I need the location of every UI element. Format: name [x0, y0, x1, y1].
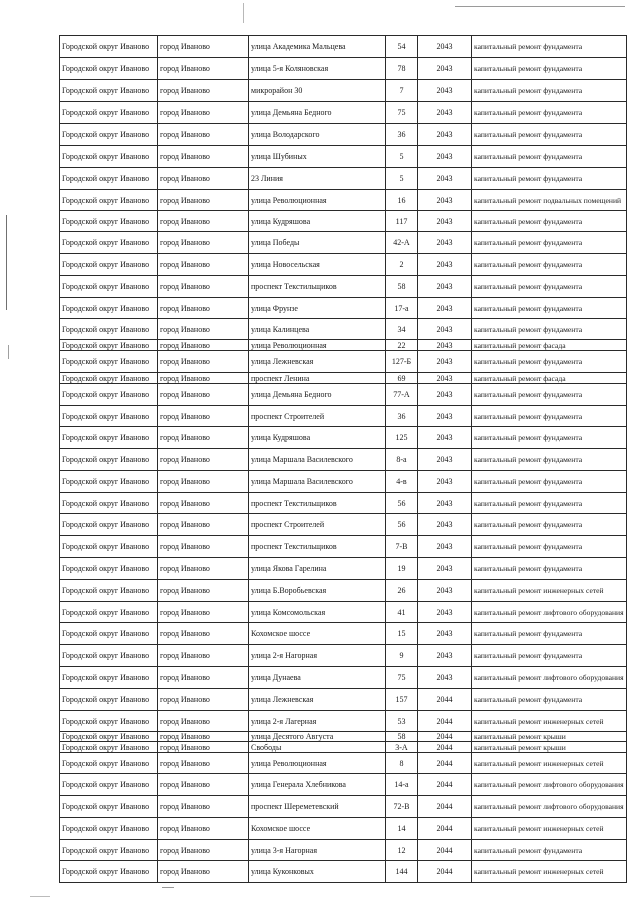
district-cell: Городской округ Иваново	[60, 558, 158, 580]
work-type-cell: капитальный ремонт фундамента	[472, 80, 627, 102]
street-cell: проспект Ленина	[249, 373, 386, 384]
work-type-cell: капитальный ремонт фундамента	[472, 298, 627, 319]
city-cell: город Иваново	[158, 774, 249, 796]
year-cell: 2043	[418, 168, 472, 190]
district-cell: Городской округ Иваново	[60, 711, 158, 732]
street-cell: улица Новосельская	[249, 254, 386, 276]
city-cell: город Иваново	[158, 861, 249, 883]
city-cell: город Иваново	[158, 645, 249, 667]
street-cell: улица Маршала Василевского	[249, 471, 386, 493]
house-number-cell: 26	[386, 580, 418, 602]
house-number-cell: 42-А	[386, 232, 418, 254]
house-number-cell: 34	[386, 319, 418, 340]
house-number-cell: 14	[386, 818, 418, 840]
street-cell: улица Академика Мальцева	[249, 36, 386, 58]
table-row	[60, 427, 627, 449]
work-type-cell: капитальный ремонт инженерных сетей	[472, 753, 627, 774]
work-type-cell: капитальный ремонт фундамента	[472, 254, 627, 276]
table-row	[60, 102, 627, 124]
table-row	[60, 645, 627, 667]
table-row	[60, 471, 627, 493]
work-type-cell: капитальный ремонт фундамента	[472, 146, 627, 168]
work-type-cell: капитальный ремонт инженерных сетей	[472, 711, 627, 732]
district-cell: Городской округ Иваново	[60, 384, 158, 406]
district-cell: Городской округ Иваново	[60, 340, 158, 351]
table-row	[60, 190, 627, 211]
year-cell: 2043	[418, 449, 472, 471]
district-cell: Городской округ Иваново	[60, 753, 158, 774]
table-row	[60, 80, 627, 102]
house-number-cell: 56	[386, 493, 418, 514]
district-cell: Городской округ Иваново	[60, 818, 158, 840]
house-number-cell: 125	[386, 427, 418, 449]
table-row	[60, 493, 627, 514]
street-cell: улица Якова Гарелина	[249, 558, 386, 580]
year-cell: 2043	[418, 36, 472, 58]
city-cell: город Иваново	[158, 58, 249, 80]
city-cell: город Иваново	[158, 449, 249, 471]
house-number-cell: 144	[386, 861, 418, 883]
house-number-cell: 17-а	[386, 298, 418, 319]
street-cell: улица Фрунзе	[249, 298, 386, 319]
street-cell: улица Революционная	[249, 190, 386, 211]
table-row	[60, 774, 627, 796]
city-cell: город Иваново	[158, 146, 249, 168]
district-cell: Городской округ Иваново	[60, 211, 158, 232]
house-number-cell: 75	[386, 667, 418, 689]
district-cell: Городской округ Иваново	[60, 602, 158, 623]
work-type-cell: капитальный ремонт фундамента	[472, 351, 627, 373]
street-cell: улица Маршала Василевского	[249, 449, 386, 471]
table-row	[60, 406, 627, 427]
work-type-cell: капитальный ремонт инженерных сетей	[472, 818, 627, 840]
street-cell: улица Кудряшова	[249, 427, 386, 449]
house-number-cell: 127-Б	[386, 351, 418, 373]
work-type-cell: капитальный ремонт фундамента	[472, 406, 627, 427]
house-number-cell: 72-В	[386, 796, 418, 818]
house-number-cell: 36	[386, 124, 418, 146]
year-cell: 2044	[418, 861, 472, 883]
year-cell: 2043	[418, 536, 472, 558]
table-row	[60, 168, 627, 190]
year-cell: 2044	[418, 711, 472, 732]
city-cell: город Иваново	[158, 102, 249, 124]
work-type-cell: капитальный ремонт фундамента	[472, 319, 627, 340]
district-cell: Городской округ Иваново	[60, 254, 158, 276]
house-number-cell: 54	[386, 36, 418, 58]
work-type-cell: капитальный ремонт фундамента	[472, 124, 627, 146]
street-cell: улица Дунаева	[249, 667, 386, 689]
table-row	[60, 742, 627, 753]
house-number-cell: 7	[386, 80, 418, 102]
house-number-cell: 16	[386, 190, 418, 211]
work-type-cell: капитальный ремонт фундамента	[472, 36, 627, 58]
table-row	[60, 818, 627, 840]
work-type-cell: капитальный ремонт фундамента	[472, 514, 627, 536]
city-cell: город Иваново	[158, 36, 249, 58]
district-cell: Городской округ Иваново	[60, 840, 158, 861]
city-cell: город Иваново	[158, 796, 249, 818]
house-number-cell: 4-в	[386, 471, 418, 493]
work-type-cell: капитальный ремонт фундамента	[472, 623, 627, 645]
district-cell: Городской округ Иваново	[60, 58, 158, 80]
house-number-cell: 56	[386, 514, 418, 536]
work-type-cell: капитальный ремонт фундамента	[472, 232, 627, 254]
city-cell: город Иваново	[158, 340, 249, 351]
table-row	[60, 254, 627, 276]
table-body	[60, 36, 627, 883]
table-row	[60, 340, 627, 351]
table-row	[60, 514, 627, 536]
house-number-cell: 8	[386, 753, 418, 774]
work-type-cell: капитальный ремонт фундамента	[472, 493, 627, 514]
district-cell: Городской округ Иваново	[60, 232, 158, 254]
table-row	[60, 667, 627, 689]
table-row	[60, 580, 627, 602]
table-row	[60, 373, 627, 384]
year-cell: 2044	[418, 818, 472, 840]
work-type-cell: капитальный ремонт инженерных сетей	[472, 861, 627, 883]
street-cell: проспект Строителей	[249, 406, 386, 427]
district-cell: Городской округ Иваново	[60, 732, 158, 742]
year-cell: 2043	[418, 340, 472, 351]
year-cell: 2043	[418, 254, 472, 276]
year-cell: 2043	[418, 602, 472, 623]
year-cell: 2043	[418, 471, 472, 493]
district-cell: Городской округ Иваново	[60, 774, 158, 796]
street-cell: улица Комсомольская	[249, 602, 386, 623]
district-cell: Городской округ Иваново	[60, 373, 158, 384]
city-cell: город Иваново	[158, 471, 249, 493]
city-cell: город Иваново	[158, 427, 249, 449]
district-cell: Городской округ Иваново	[60, 689, 158, 711]
street-cell: улица Кудряшова	[249, 211, 386, 232]
house-number-cell: 78	[386, 58, 418, 80]
street-cell: улица Шубиных	[249, 146, 386, 168]
district-cell: Городской округ Иваново	[60, 427, 158, 449]
house-number-cell: 58	[386, 732, 418, 742]
work-type-cell: капитальный ремонт фундамента	[472, 211, 627, 232]
house-number-cell: 3-А	[386, 742, 418, 753]
table-row	[60, 298, 627, 319]
year-cell: 2043	[418, 146, 472, 168]
work-type-cell: капитальный ремонт лифтового оборудования	[472, 667, 627, 689]
house-number-cell: 19	[386, 558, 418, 580]
scan-artifact-bottom	[162, 887, 174, 888]
street-cell: улица 2-я Нагорная	[249, 645, 386, 667]
table-row	[60, 124, 627, 146]
work-type-cell: капитальный ремонт инженерных сетей	[472, 580, 627, 602]
year-cell: 2044	[418, 742, 472, 753]
city-cell: город Иваново	[158, 514, 249, 536]
house-number-cell: 157	[386, 689, 418, 711]
year-cell: 2043	[418, 58, 472, 80]
house-number-cell: 14-а	[386, 774, 418, 796]
work-type-cell: капитальный ремонт фундамента	[472, 276, 627, 298]
table-row	[60, 840, 627, 861]
street-cell: улица 3-я Нагорная	[249, 840, 386, 861]
scan-artifact-left	[6, 215, 7, 310]
year-cell: 2043	[418, 276, 472, 298]
table-row	[60, 351, 627, 373]
year-cell: 2043	[418, 102, 472, 124]
district-cell: Городской округ Иваново	[60, 514, 158, 536]
street-cell: улица Лежневская	[249, 351, 386, 373]
street-cell: улица Калинцева	[249, 319, 386, 340]
district-cell: Городской округ Иваново	[60, 351, 158, 373]
house-number-cell: 53	[386, 711, 418, 732]
district-cell: Городской округ Иваново	[60, 276, 158, 298]
district-cell: Городской округ Иваново	[60, 146, 158, 168]
city-cell: город Иваново	[158, 580, 249, 602]
work-type-cell: капитальный ремонт фасада	[472, 373, 627, 384]
district-cell: Городской округ Иваново	[60, 742, 158, 753]
table-row	[60, 689, 627, 711]
house-number-cell: 58	[386, 276, 418, 298]
work-type-cell: капитальный ремонт фундамента	[472, 558, 627, 580]
year-cell: 2044	[418, 732, 472, 742]
district-cell: Городской округ Иваново	[60, 80, 158, 102]
work-type-cell: капитальный ремонт фундамента	[472, 645, 627, 667]
city-cell: город Иваново	[158, 351, 249, 373]
table-row	[60, 276, 627, 298]
table-row	[60, 536, 627, 558]
city-cell: город Иваново	[158, 190, 249, 211]
street-cell: улица Генерала Хлебникова	[249, 774, 386, 796]
work-type-cell: капитальный ремонт фундамента	[472, 536, 627, 558]
house-number-cell: 117	[386, 211, 418, 232]
city-cell: город Иваново	[158, 840, 249, 861]
city-cell: город Иваново	[158, 406, 249, 427]
year-cell: 2043	[418, 319, 472, 340]
street-cell: улица Володарского	[249, 124, 386, 146]
house-number-cell: 7-В	[386, 536, 418, 558]
city-cell: город Иваново	[158, 742, 249, 753]
table-row	[60, 384, 627, 406]
year-cell: 2043	[418, 232, 472, 254]
repair-schedule-table	[59, 35, 627, 883]
city-cell: город Иваново	[158, 319, 249, 340]
work-type-cell: капитальный ремонт фундамента	[472, 384, 627, 406]
year-cell: 2044	[418, 689, 472, 711]
street-cell: Кохомское шоссе	[249, 623, 386, 645]
district-cell: Городской округ Иваново	[60, 298, 158, 319]
year-cell: 2043	[418, 211, 472, 232]
year-cell: 2043	[418, 623, 472, 645]
street-cell: улица Б.Воробьевская	[249, 580, 386, 602]
district-cell: Городской округ Иваново	[60, 580, 158, 602]
house-number-cell: 22	[386, 340, 418, 351]
table-row	[60, 211, 627, 232]
city-cell: город Иваново	[158, 818, 249, 840]
city-cell: город Иваново	[158, 558, 249, 580]
district-cell: Городской округ Иваново	[60, 124, 158, 146]
year-cell: 2043	[418, 580, 472, 602]
house-number-cell: 5	[386, 146, 418, 168]
district-cell: Городской округ Иваново	[60, 102, 158, 124]
district-cell: Городской округ Иваново	[60, 623, 158, 645]
city-cell: город Иваново	[158, 602, 249, 623]
street-cell: улица 2-я Лагерная	[249, 711, 386, 732]
year-cell: 2044	[418, 753, 472, 774]
street-cell: проспект Текстильщиков	[249, 493, 386, 514]
street-cell: 23 Линия	[249, 168, 386, 190]
work-type-cell: капитальный ремонт фундамента	[472, 449, 627, 471]
table-row	[60, 558, 627, 580]
work-type-cell: капитальный ремонт крыши	[472, 732, 627, 742]
district-cell: Городской округ Иваново	[60, 861, 158, 883]
house-number-cell: 77-А	[386, 384, 418, 406]
table-row	[60, 711, 627, 732]
table-row	[60, 146, 627, 168]
house-number-cell: 41	[386, 602, 418, 623]
year-cell: 2044	[418, 840, 472, 861]
year-cell: 2043	[418, 351, 472, 373]
city-cell: город Иваново	[158, 493, 249, 514]
table-row	[60, 796, 627, 818]
city-cell: город Иваново	[158, 168, 249, 190]
year-cell: 2043	[418, 667, 472, 689]
work-type-cell: капитальный ремонт лифтового оборудования	[472, 774, 627, 796]
house-number-cell: 2	[386, 254, 418, 276]
year-cell: 2043	[418, 645, 472, 667]
scan-artifact-left-mark	[8, 345, 9, 359]
street-cell: Свободы	[249, 742, 386, 753]
city-cell: город Иваново	[158, 667, 249, 689]
district-cell: Городской округ Иваново	[60, 168, 158, 190]
city-cell: город Иваново	[158, 276, 249, 298]
work-type-cell: капитальный ремонт фундамента	[472, 689, 627, 711]
street-cell: улица Революционная	[249, 753, 386, 774]
work-type-cell: капитальный ремонт фундамента	[472, 427, 627, 449]
year-cell: 2043	[418, 373, 472, 384]
year-cell: 2043	[418, 124, 472, 146]
year-cell: 2043	[418, 384, 472, 406]
year-cell: 2043	[418, 427, 472, 449]
year-cell: 2043	[418, 298, 472, 319]
district-cell: Городской округ Иваново	[60, 667, 158, 689]
year-cell: 2043	[418, 514, 472, 536]
house-number-cell: 8-а	[386, 449, 418, 471]
district-cell: Городской округ Иваново	[60, 796, 158, 818]
district-cell: Городской округ Иваново	[60, 536, 158, 558]
scan-artifact-top	[455, 6, 625, 7]
district-cell: Городской округ Иваново	[60, 190, 158, 211]
district-cell: Городской округ Иваново	[60, 645, 158, 667]
city-cell: город Иваново	[158, 753, 249, 774]
district-cell: Городской округ Иваново	[60, 319, 158, 340]
city-cell: город Иваново	[158, 298, 249, 319]
year-cell: 2043	[418, 80, 472, 102]
city-cell: город Иваново	[158, 689, 249, 711]
house-number-cell: 5	[386, 168, 418, 190]
work-type-cell: капитальный ремонт фундамента	[472, 58, 627, 80]
work-type-cell: капитальный ремонт фундамента	[472, 168, 627, 190]
street-cell: улица Лежневская	[249, 689, 386, 711]
scan-artifact-bottom-left	[30, 896, 50, 897]
year-cell: 2043	[418, 493, 472, 514]
house-number-cell: 75	[386, 102, 418, 124]
city-cell: город Иваново	[158, 623, 249, 645]
district-cell: Городской округ Иваново	[60, 493, 158, 514]
house-number-cell: 9	[386, 645, 418, 667]
street-cell: улица Демьяна Бедного	[249, 384, 386, 406]
work-type-cell: капитальный ремонт крыши	[472, 742, 627, 753]
year-cell: 2043	[418, 190, 472, 211]
district-cell: Городской округ Иваново	[60, 36, 158, 58]
table-row	[60, 232, 627, 254]
street-cell: проспект Шереметевский	[249, 796, 386, 818]
table-row	[60, 319, 627, 340]
work-type-cell: капитальный ремонт фундамента	[472, 840, 627, 861]
street-cell: улица Революционная	[249, 340, 386, 351]
city-cell: город Иваново	[158, 711, 249, 732]
street-cell: Кохомское шоссе	[249, 818, 386, 840]
table-row	[60, 58, 627, 80]
city-cell: город Иваново	[158, 254, 249, 276]
street-cell: улица Десятого Августа	[249, 732, 386, 742]
street-cell: проспект Строителей	[249, 514, 386, 536]
city-cell: город Иваново	[158, 384, 249, 406]
district-cell: Городской округ Иваново	[60, 449, 158, 471]
year-cell: 2043	[418, 558, 472, 580]
street-cell: улица Демьяна Бедного	[249, 102, 386, 124]
street-cell: проспект Текстильщиков	[249, 276, 386, 298]
work-type-cell: капитальный ремонт фундамента	[472, 471, 627, 493]
work-type-cell: капитальный ремонт подвальных помещений	[472, 190, 627, 211]
house-number-cell: 12	[386, 840, 418, 861]
city-cell: город Иваново	[158, 536, 249, 558]
house-number-cell: 69	[386, 373, 418, 384]
district-cell: Городской округ Иваново	[60, 406, 158, 427]
street-cell: улица Куконковых	[249, 861, 386, 883]
year-cell: 2043	[418, 406, 472, 427]
year-cell: 2044	[418, 796, 472, 818]
table-row	[60, 449, 627, 471]
table-row	[60, 732, 627, 742]
table-row	[60, 36, 627, 58]
scan-artifact-fold	[243, 3, 244, 23]
table-row	[60, 602, 627, 623]
street-cell: проспект Текстильщиков	[249, 536, 386, 558]
district-cell: Городской округ Иваново	[60, 471, 158, 493]
house-number-cell: 15	[386, 623, 418, 645]
house-number-cell: 36	[386, 406, 418, 427]
year-cell: 2044	[418, 774, 472, 796]
city-cell: город Иваново	[158, 732, 249, 742]
work-type-cell: капитальный ремонт фасада	[472, 340, 627, 351]
city-cell: город Иваново	[158, 80, 249, 102]
city-cell: город Иваново	[158, 232, 249, 254]
table-row	[60, 623, 627, 645]
city-cell: город Иваново	[158, 373, 249, 384]
work-type-cell: капитальный ремонт лифтового оборудования	[472, 796, 627, 818]
city-cell: город Иваново	[158, 124, 249, 146]
work-type-cell: капитальный ремонт фундамента	[472, 102, 627, 124]
city-cell: город Иваново	[158, 211, 249, 232]
street-cell: улица 5-я Коляновская	[249, 58, 386, 80]
table-row	[60, 753, 627, 774]
street-cell: улица Победы	[249, 232, 386, 254]
table-row	[60, 861, 627, 883]
work-type-cell: капитальный ремонт лифтового оборудования	[472, 602, 627, 623]
street-cell: микрорайон 30	[249, 80, 386, 102]
